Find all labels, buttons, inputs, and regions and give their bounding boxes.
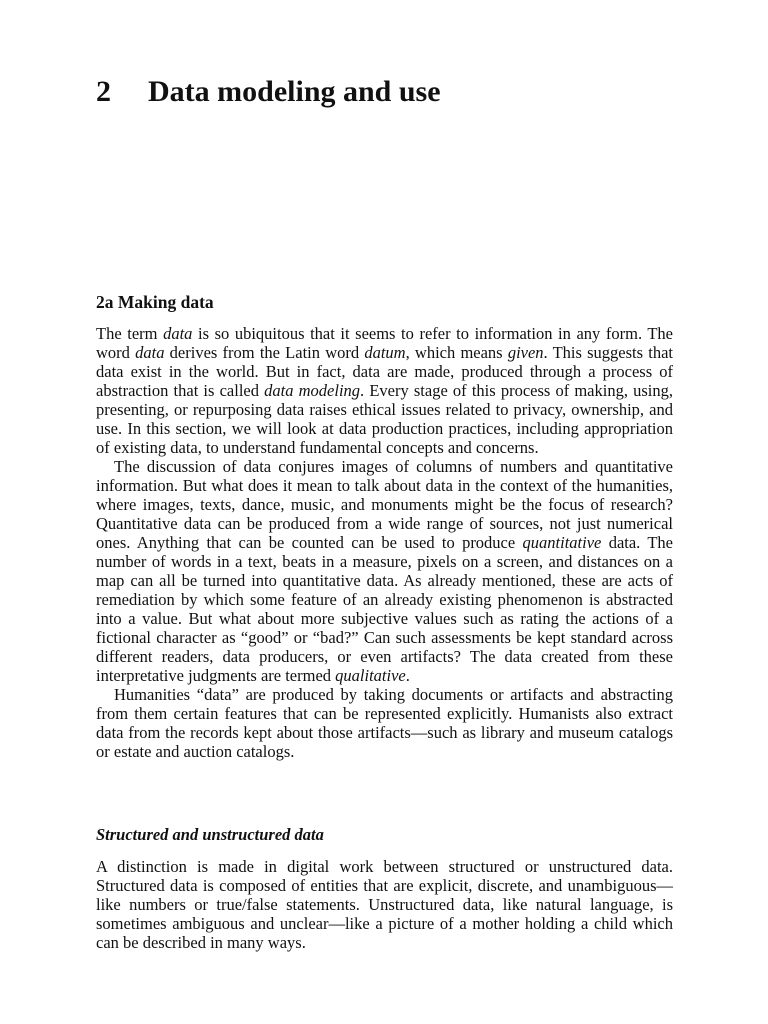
text-run: derives from the Latin word (164, 343, 365, 362)
emphasis: given (507, 343, 544, 362)
emphasis: data (135, 343, 165, 362)
paragraph-4: A distinction is made in digital work between structured or unstructured data. Structured data is composed of entities that are explicit, discrete, and unambiguous—like numbers or true/false statements. Unstructured data, like natural language, is sometimes ambiguous and unclear—like a picture of a mother holding a child which can be described in many ways. (96, 857, 673, 952)
text-run: is so ubiquitous that it seems to refer to information in any form. The word (96, 324, 674, 362)
chapter-title: Data modeling and use (148, 75, 441, 108)
emphasis: qualitative (335, 666, 406, 685)
text-run: The discussion of data conjures images of columns of numbers and quantitative information. But what does it mean to talk about data in the context of the humanities, where images, texts, dance, music, and monuments might be the focus of research? Quantitative data can be produced from a wide range of sources, not just numerical ones. Anything that can be counted can be used to produce (96, 457, 673, 552)
chapter-number: 2 (96, 75, 111, 108)
section-structured-data (96, 823, 673, 952)
subsection-title: Structured and unstructured data (96, 825, 324, 844)
text-run: data. The number of words in a text, beats in a measure, pixels on a screen, and distances on a map can all be turned into quantitative data. As already mentioned, these are acts of remediation by which some feature of an already existing phenomenon is abstracted into a value. But what about more subjective values such as rating the actions of a fictional character as “good” or “bad?” Can such assessments be kept standard across different readers, data producers, or even artifacts? The data created from these interpretative judgments are termed (96, 533, 673, 685)
chapter-heading (96, 72, 441, 112)
paragraph-1 (96, 324, 673, 457)
emphasis: quantitative (522, 533, 602, 552)
emphasis: data (163, 324, 193, 343)
emphasis: data modeling (264, 381, 361, 400)
text-run: . This suggests that data exist in the world. But in fact, data are made, produced through a process of abstraction that is called (96, 343, 673, 400)
section-making-data (96, 290, 673, 761)
text-run: The term (96, 324, 164, 343)
section-title: 2a Making data (96, 292, 214, 312)
text-run: , which means (405, 343, 508, 362)
paragraph-3: Humanities “data” are produced by taking documents or artifacts and abstracting from them certain features that can be represented explicitly. Humanists also extract data from the records kept about those artifacts—such as library and museum catalogs or estate and auction catalogs. (96, 685, 673, 761)
text-run: . Every stage of this process of making, using, presenting, or repurposing data raises ethical issues related to privacy, ownership, and use. In this section, we will look at data production practices, including appropriation of existing data, to understand fundamental concepts and concerns. (96, 381, 674, 457)
emphasis: datum (364, 343, 406, 362)
text-run: . (405, 666, 410, 685)
paragraph-2 (96, 457, 673, 685)
